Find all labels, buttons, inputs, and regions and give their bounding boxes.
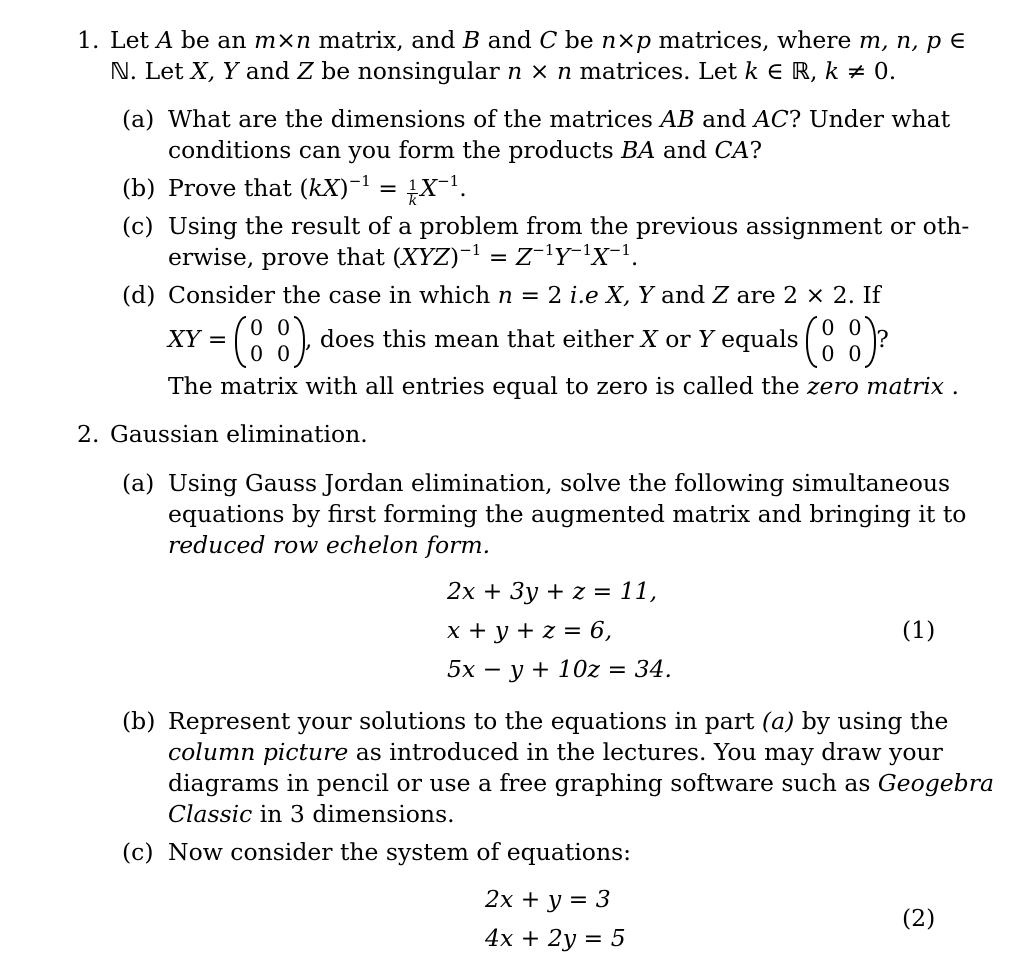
q2c-label: (c) [122,838,154,866]
q2b-line4: Classic in 3 dimensions. [168,800,455,828]
q2b-line3: diagrams in pencil or use a free graphing software such as Geogebra [168,769,994,797]
q1a-line1: What are the dimensions of the matrices AB and AC? Under what [168,105,951,133]
q2a-line1: Using Gauss Jordan elimination, solve the following simultaneous [168,469,951,497]
q1d-label: (d) [122,281,156,309]
q2a-line2: equations by first forming the augmented matrix and bringing it to [168,500,967,528]
q1-intro-line2: ℕ. Let X, Y and Z be nonsingular n × n matrices. Let k ∈ ℝ, k ≠ 0. [110,57,897,85]
q2-number: 2. [77,420,100,448]
q2a-line3: reduced row echelon form. [168,531,491,559]
q1d-line2: XY = 0 0 0 0 , does this mean that either X or Y equals 0 0 0 0 ? [168,315,889,366]
q1d-line3: The matrix with all entries equal to zero is called the zero matrix . [168,372,960,400]
q1c-line1: Using the result of a problem from the previous assignment or oth- [168,212,970,240]
equation-number-2: (2) [902,904,936,932]
q1-intro-line1: Let A be an m×n matrix, and B and C be n×p matrices, where m, n, p ∈ [110,26,967,54]
q2b-line2: column picture as introduced in the lectures. You may draw your [168,738,943,766]
zero-matrix-1: 0 0 0 0 [235,316,305,366]
q1a-line2: conditions can you form the products BA and CA? [168,136,763,164]
q2b-label: (b) [122,707,156,735]
equation-1b: x + y + z = 6, [447,616,613,644]
q1b-label: (b) [122,174,156,202]
equation-2b: 4x + 2y = 5 [485,924,626,952]
zero-matrix-2: 0 0 0 0 [806,316,876,366]
q2a-label: (a) [122,469,155,497]
q1b-line: Prove that (kX)$^{-1}$ = $\frac{1}{k}$ $X^{-1}$. [168,172,467,209]
q2c-line1: Now consider the system of equations: [168,838,632,866]
equation-2a: 2x + y = 3 [485,885,611,913]
q2-title: Gaussian elimination. [110,420,368,448]
q1a-label: (a) [122,105,155,133]
q1-number: 1. [77,26,100,54]
equation-1a: 2x + 3y + z = 11, [447,577,658,605]
equation-number-1: (1) [902,616,936,644]
fraction-1-over-k: $\frac{1}{k}$ [408,178,418,209]
equation-1c: 5x − y + 10z = 34. [447,655,673,683]
q1c-label: (c) [122,212,154,240]
q1d-line1: Consider the case in which n = 2 i.e X, Y and Z are 2 × 2. If [168,281,881,309]
q2b-line1: Represent your solutions to the equations in part (a) by using the [168,707,949,735]
q1c-line2: erwise, prove that $(XYZ)^{-1} = Z^{-1}Y^{-1}X^{-1}$. [168,241,639,271]
